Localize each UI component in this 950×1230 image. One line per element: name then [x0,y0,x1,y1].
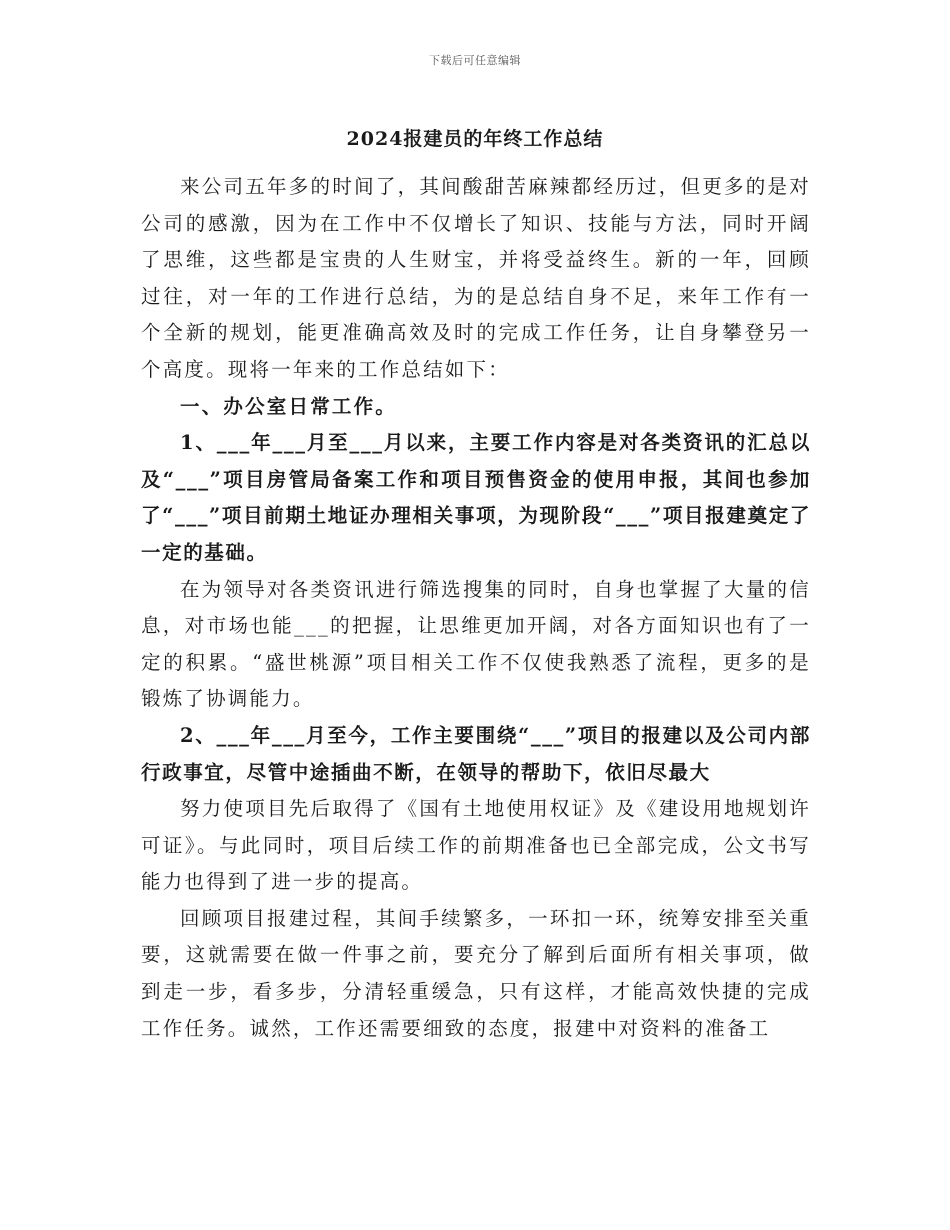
paragraph-review: 回顾项目报建过程，其间手续繁多，一环扣一环，统筹安排至关重要，这就需要在做一件事之前，要充分了解到后面所有相关事项，做到走一步，看多步，分清轻重缓急，只有这样，才能高效快捷的完成工作任务。诚然，工作还需要细致的态度，报建中对资料的准备工 [141,906,811,1040]
section-heading-office-work: 一、办公室日常工作。 [180,394,398,418]
paragraph-item-2: 2、___年___月至今，工作主要围绕“___”项目的报建以及公司内部行政事宜，尽管中途插曲不断，在领导的帮助下，依旧尽最大 [141,723,811,784]
document-body [141,169,811,1047]
header-note: 下载后可任意编辑 [429,54,521,67]
paragraph-item-1: 1、___年___月至___月以来，主要工作内容是对各类资讯的汇总以及“___”项目房管局备案工作和项目预售资金的使用申报，其间也参加了“___”项目前期土地证办理相关事项，为现阶段“___”项目报建奠定了一定的基础。 [141,431,811,564]
paragraph-info-gathering: 在为领导对各类资讯进行筛选搜集的同时，自身也掌握了大量的信息，对市场也能___的把握，让思维更加开阔，对各方面知识也有了一定的积累。“盛世桃源”项目相关工作不仅使我熟悉了流程，更多的是锻炼了协调能力。 [141,577,811,711]
paragraph-intro: 来公司五年多的时间了，其间酸甜苦麻辣都经历过，但更多的是对公司的感激，因为在工作中不仅增长了知识、技能与方法，同时开阔了思维，这些都是宝贵的人生财宝，并将受益终生。新的一年，回顾过往，对一年的工作进行总结，为的是总结自身不足，来年工作有一个全新的规划，能更准确高效及时的完成工作任务，让自身攀登另一个高度。现将一年来的工作总结如下： [141,175,811,381]
paragraph-certificates: 努力使项目先后取得了《国有土地使用权证》及《建设用地规划许可证》。与此同时，项目后续工作的前期准备也已全部完成，公文书写能力也得到了进一步的提高。 [141,797,811,894]
document-title: 2024报建员的年终工作总结 [346,128,604,150]
